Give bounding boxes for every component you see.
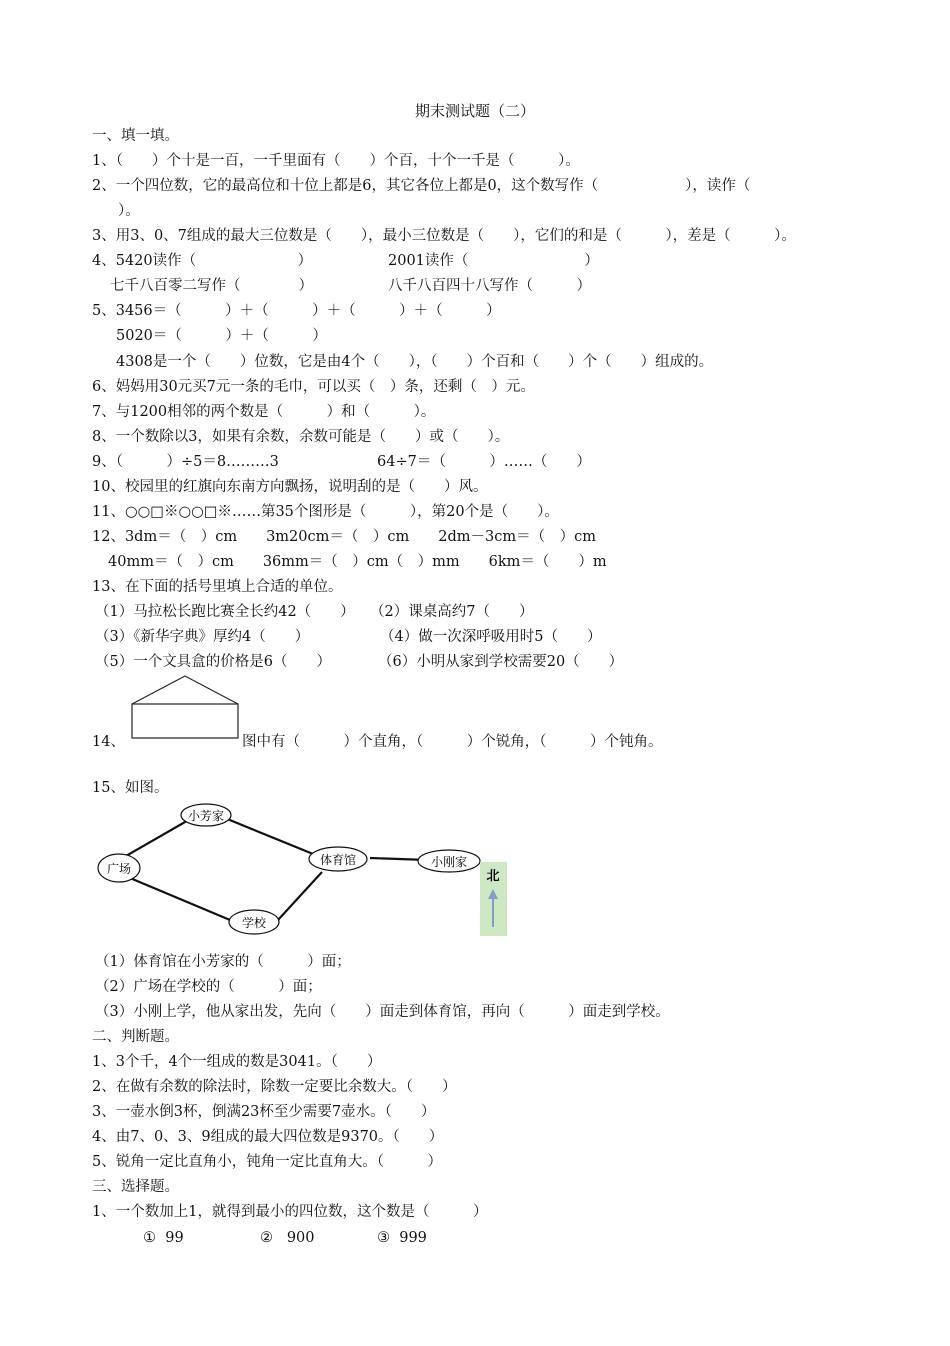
choice-1-option-3: ③ 999 bbox=[377, 1230, 427, 1246]
judgement-3: 3、一壶水倒3杯，倒满23杯至少需要7壶水。（ ） bbox=[92, 1104, 436, 1120]
question-13-item-4: （4）做一次深呼吸用时5（ ） bbox=[380, 629, 602, 645]
label-north: 北 bbox=[486, 869, 500, 884]
node-guangchang bbox=[98, 854, 140, 882]
node-xuexiao bbox=[229, 910, 279, 934]
label-guangchang: 广场 bbox=[106, 862, 132, 876]
question-13-item-6: （6）小明从家到学校需要20（ ） bbox=[378, 654, 624, 670]
choice-1-option-2: ② 900 bbox=[260, 1230, 315, 1246]
judgement-5: 5、锐角一定比直角小，钝角一定比直角大。（ ） bbox=[92, 1154, 442, 1170]
label-xiaogang: 小刚家 bbox=[430, 855, 468, 869]
question-13-item-5: （5）一个文具盒的价格是6（ ） bbox=[95, 654, 331, 670]
question-4-right: 2001读作（ ） bbox=[388, 253, 599, 269]
question-7: 7、与1200相邻的两个数是（ ）和（ ）。 bbox=[92, 404, 436, 420]
question-13-item-1: （1）马拉松长跑比赛全长约42（ ） bbox=[95, 604, 355, 620]
question-13-item-2: （2）课桌高约7（ ） bbox=[370, 604, 534, 620]
question-15-item-2: （2）广场在学校的（ ）面； bbox=[95, 979, 322, 995]
north-indicator bbox=[480, 862, 507, 936]
question-13-item-3: （3）《新华字典》厚约4（ ） bbox=[95, 629, 310, 645]
question-2: 2、一个四位数，它的最高位和十位上都是6，其它各位上都是0，这个数写作（ ），读作（ bbox=[92, 178, 751, 194]
question-5-part-2: 5020＝（ ）＋（ ） bbox=[116, 328, 327, 344]
question-5-part-3: 4308是一个（ ）位数，它是由4个（ ），（ ）个百和（ ）个（ ）组成的。 bbox=[116, 354, 714, 370]
node-xiaofang bbox=[181, 804, 231, 826]
question-5: 5、3456＝（ ）＋（ ）＋（ ）＋（ ） bbox=[92, 303, 501, 319]
question-11: 11、○○□※○○□※……第35个图形是（ ），第20个是（ ）。 bbox=[92, 504, 559, 520]
question-12-part-2: 40mm＝（ ）cm 36mm＝（ ）cm（ ）mm 6km＝（ ）m bbox=[108, 554, 607, 570]
question-4-left: 4、5420读作（ ） bbox=[92, 253, 313, 269]
question-6: 6、妈妈用30元买7元一条的毛巾，可以买（ ）条，还剩（ ）元。 bbox=[92, 379, 535, 395]
question-9-left: 9、（ ）÷5＝8………3 bbox=[92, 454, 279, 470]
choice-1-option-1: ① 99 bbox=[143, 1230, 184, 1246]
label-xuexiao: 学校 bbox=[241, 916, 267, 930]
question-8: 8、一个数除以3，如果有余数，余数可能是（ ）或（ ）。 bbox=[92, 429, 510, 445]
house-shape-figure bbox=[128, 672, 242, 742]
choice-1: 1、一个数加上1，就得到最小的四位数，这个数是（ ） bbox=[92, 1204, 488, 1220]
question-1: 1、（ ）个十是一百，一千里面有（ ）个百，十个一千是（ ）。 bbox=[92, 153, 580, 169]
section-heading-judgement: 二、判断题。 bbox=[92, 1029, 179, 1045]
section-heading-fill-in: 一、填一填。 bbox=[92, 128, 179, 144]
question-9-right: 64÷7＝（ ）……（ ） bbox=[377, 454, 591, 470]
page-title: 期末测试题（二） bbox=[414, 102, 535, 120]
judgement-4: 4、由7、0、3、9组成的最大四位数是9370。（ ） bbox=[92, 1129, 444, 1145]
label-xiaofang: 小芳家 bbox=[187, 809, 225, 823]
question-4-left-2: 七千八百零二写作（ ） bbox=[110, 278, 313, 294]
label-tiyuguan: 体育馆 bbox=[319, 853, 357, 867]
question-14-number: 14、 bbox=[92, 734, 125, 750]
question-14: 图中有（ ）个直角，（ ）个锐角，（ ）个钝角。 bbox=[242, 734, 663, 750]
question-15-item-1: （1）体育馆在小芳家的（ ）面； bbox=[95, 954, 351, 970]
question-15-item-3: （3）小刚上学，他从家出发，先向（ ）面走到体育馆，再向（ ）面走到学校。 bbox=[95, 1004, 670, 1020]
location-map bbox=[90, 800, 520, 940]
question-13: 13、在下面的括号里填上合适的单位。 bbox=[92, 579, 343, 595]
question-3: 3、用3、0、7组成的最大三位数是（ ），最小三位数是（ ），它们的和是（ ），差是（ ）。 bbox=[92, 228, 796, 244]
question-12: 12、3dm＝（ ）cm 3m20cm＝（ ）cm 2dm－3cm＝（ ）cm bbox=[92, 529, 596, 545]
section-heading-choice: 三、选择题。 bbox=[92, 1179, 179, 1195]
question-15: 15、如图。 bbox=[92, 780, 169, 796]
judgement-1: 1、3个千，4个一组成的数是3041。（ ） bbox=[92, 1054, 382, 1070]
node-xiaogang bbox=[418, 850, 480, 872]
judgement-2: 2、在做有余数的除法时，除数一定要比余数大。（ ） bbox=[92, 1079, 457, 1095]
question-2-continued: ）。 bbox=[118, 203, 140, 219]
question-4-right-2: 八千八百四十八写作（ ） bbox=[388, 278, 591, 294]
question-10: 10、校园里的红旗向东南方向飘扬，说明刮的是（ ）风。 bbox=[92, 479, 488, 495]
node-tiyuguan bbox=[309, 847, 367, 871]
